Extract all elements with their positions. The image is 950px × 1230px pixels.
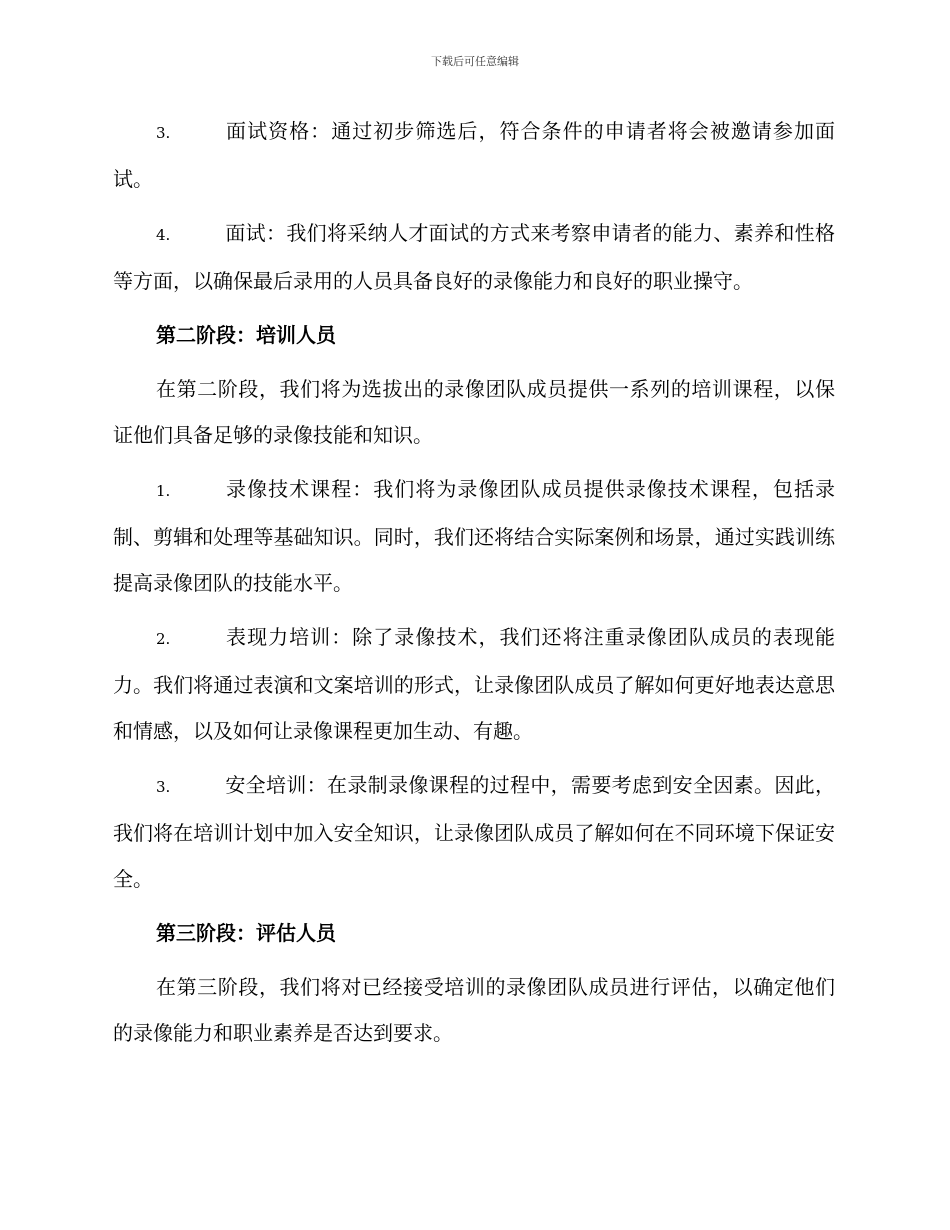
list-text: 面试：我们将采纳人才面试的方式来考察申请者的能力、素养和性格等方面，以确保最后录用的人员具备良好的录像能力和良好的职业操守。 <box>113 221 835 293</box>
paragraph: 在第三阶段，我们将对已经接受培训的录像团队成员进行评估，以确定他们的录像能力和职业素养是否达到要求。 <box>113 975 835 1045</box>
list-text: 面试资格：通过初步筛选后，符合条件的申请者将会被邀请参加面试。 <box>113 119 835 191</box>
list-number: 2. <box>156 630 171 648</box>
list-number: 1. <box>156 482 171 500</box>
paragraph: 在第二阶段，我们将为选拔出的录像团队成员提供一系列的培训课程，以保证他们具备足够的录像技能和知识。 <box>113 377 835 447</box>
page-header: 下载后可任意编辑 <box>431 55 519 68</box>
list-item <box>113 466 835 606</box>
list-text: 录像技术课程：我们将为录像团队成员提供录像技术课程，包括录制、剪辑和处理等基础知识。同时，我们还将结合实际案例和场景，通过实践训练提高录像团队的技能水平。 <box>113 477 835 595</box>
list-number: 4. <box>156 226 171 244</box>
section-heading: 第三阶段：评估人员 <box>156 921 336 945</box>
list-number: 3. <box>156 124 171 142</box>
list-item <box>113 614 835 754</box>
list-text: 安全培训：在录制录像课程的过程中，需要考虑到安全因素。因此，我们将在培训计划中加入安全知识，让录像团队成员了解如何在不同环境下保证安全。 <box>113 773 835 891</box>
list-number: 3. <box>156 778 171 796</box>
section-heading: 第二阶段：培训人员 <box>156 323 336 347</box>
document-body <box>113 108 835 1064</box>
list-item <box>113 108 835 202</box>
list-text: 表现力培训：除了录像技术，我们还将注重录像团队成员的表现能力。我们将通过表演和文案培训的形式，让录像团队成员了解如何更好地表达意思和情感，以及如何让录像课程更加生动、有趣。 <box>113 625 835 743</box>
list-item <box>113 762 835 902</box>
list-item <box>113 210 835 304</box>
